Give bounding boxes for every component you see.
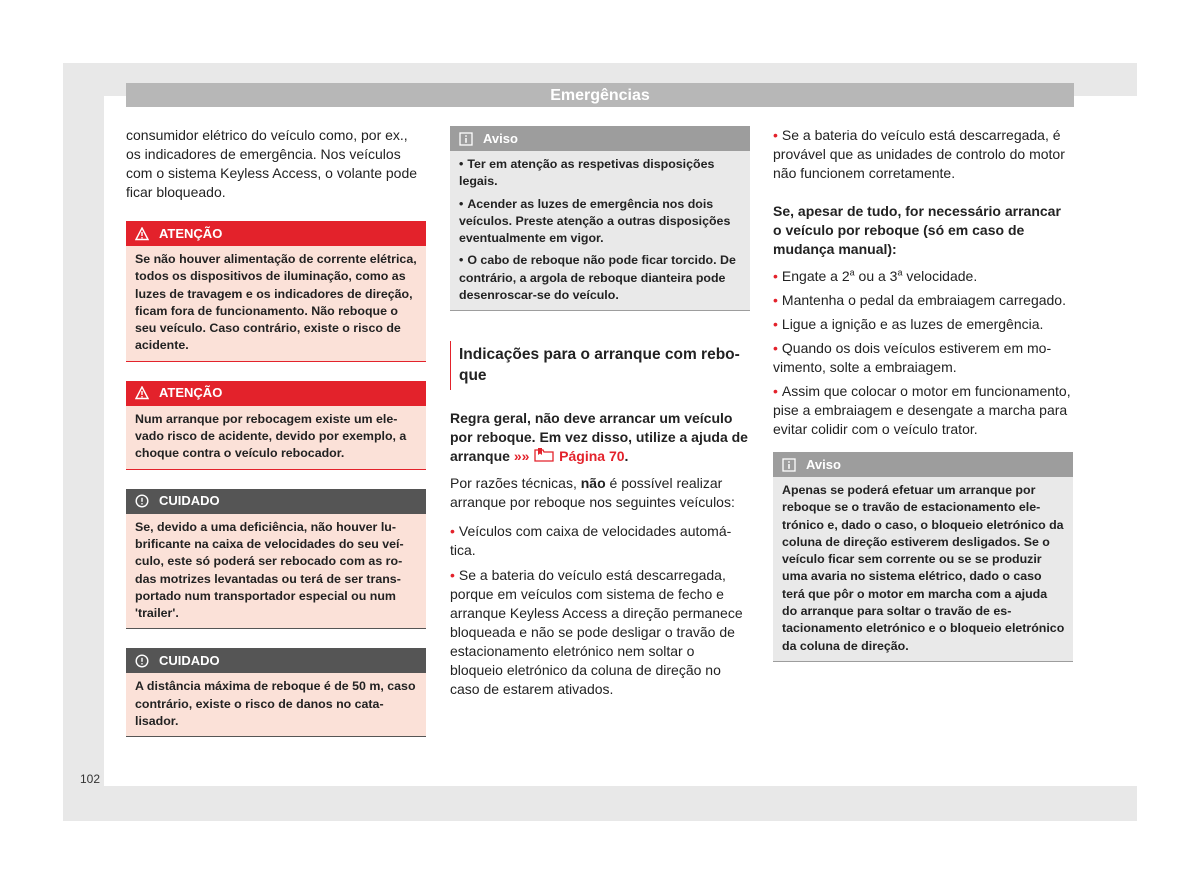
column-right xyxy=(773,126,1073,681)
list-item: • Assim que colocar o motor em funcionamento, pise a embraiagem e desengate a marcha para evitar colidir com o veículo trator. xyxy=(773,383,1071,437)
bullet-icon: • xyxy=(459,253,464,268)
exclamation-circle-icon xyxy=(135,494,149,508)
note-box xyxy=(450,126,750,311)
caution-label: CUIDADO xyxy=(159,652,220,668)
list-item: • Se a bateria do veículo está descarregada, é provável que as unidades de controlo do motor não funcionem corretamente. xyxy=(773,127,1065,181)
warning-triangle-icon xyxy=(135,227,149,241)
bullet-icon: • xyxy=(450,567,455,584)
note-label: Aviso xyxy=(806,456,841,472)
section-heading: Indicações para o arranque com reboque xyxy=(450,341,750,390)
warning-box-1 xyxy=(126,221,426,362)
caution-box-1 xyxy=(126,489,426,630)
info-icon xyxy=(459,132,473,146)
intro-paragraph: consumidor elétrico do veículo como, por ex., os indicadores de emergência. Nos veículos com o sistema Keyless Access, o volante pode ficar bloqueado. xyxy=(126,127,418,200)
double-chevron-icon: »» xyxy=(513,448,530,465)
caution-text: Se, devido a uma deficiência, não houver lubrificante na caixa de velocidades do seu veículo, este só poderá ser rebocado com as rodas motrizes levantadas ou terá de ser transportado num transportador especial ou num 'trailer'. xyxy=(126,514,426,630)
list-item: • Engate a 2$^a$ ou a 3$^a$ velocidade. xyxy=(773,267,978,284)
bullet-icon: • xyxy=(459,157,464,171)
caution-text: A distância máxima de reboque é de 50 m, caso contrário, existe o risco de danos no catalisador. xyxy=(126,673,426,737)
warning-header xyxy=(126,221,426,246)
page-reference-link[interactable]: »» Página 70 xyxy=(513,448,625,465)
warning-label: ATENÇÃO xyxy=(159,385,223,401)
book-reference-icon xyxy=(533,447,555,463)
warning-box-2 xyxy=(126,381,426,470)
bullet-icon: • xyxy=(450,523,455,540)
list-item: • Quando os dois veículos estiverem em movimento, solte a embraiagem. xyxy=(773,340,1052,375)
bullet-icon: • xyxy=(773,268,778,284)
column-middle xyxy=(450,126,750,699)
note-header xyxy=(773,452,1073,477)
warning-label: ATENÇÃO xyxy=(159,225,223,241)
bullet-icon: • xyxy=(773,292,778,308)
note-label: Aviso xyxy=(483,130,518,146)
subheading: Se, apesar de tudo, for necessário arrancar o veículo por reboque (só em caso de mudança manual): xyxy=(773,203,1061,257)
note-item: • Acender as luzes de emergência nos dois veículos. Preste atenção a outras disposições eventualmente em vigor. xyxy=(459,196,731,246)
chapter-header: Emergências xyxy=(126,83,1074,107)
bullet-icon: • xyxy=(459,196,464,211)
caution-header xyxy=(126,489,426,514)
page-number: 102 xyxy=(80,772,101,786)
list-item: • Mantenha o pedal da embraiagem carregado. xyxy=(773,292,1066,308)
note-item: • O cabo de reboque não pode ficar torcido. De contrário, a argola de reboque dianteira pode desenroscar-se do veículo. xyxy=(459,253,736,303)
warning-triangle-icon xyxy=(135,386,149,400)
warning-header xyxy=(126,381,426,406)
list-item: • Ligue a ignição e as luzes de emergência. xyxy=(773,316,1044,332)
info-icon xyxy=(782,458,796,472)
reason-paragraph: Por razões técnicas, não é possível realizar arranque por reboque nos seguintes veículos: xyxy=(450,475,735,511)
note-body xyxy=(450,151,750,311)
list-item: • Se a bateria do veículo está descarregada, porque em veículos com sistema de fecho e arranque Keyless Access a direção permanece bloqueada e não se pode desligar o travão de estacionamento eletrónico nem soltar o bloqueio eletrónico da coluna de direção no caso de estarem ativados. xyxy=(450,567,743,698)
caution-header xyxy=(126,648,426,673)
note-box xyxy=(773,452,1073,662)
column-left xyxy=(126,126,426,756)
exclamation-circle-icon xyxy=(135,654,149,668)
list-item: • Veículos com caixa de velocidades automática. xyxy=(450,523,732,559)
caution-box-2 xyxy=(126,648,426,737)
warning-text: Num arranque por rebocagem existe um elevado risco de acidente, devido por exemplo, a choque contra o veículo rebocador. xyxy=(126,406,426,470)
bullet-icon: • xyxy=(773,316,778,332)
note-item: • Ter em atenção as respetivas disposições legais. xyxy=(459,157,715,189)
note-text: Apenas se poderá efetuar um arranque por reboque se o travão de estacionamento eletrónico e, dado o caso, o bloqueio eletrónico da coluna de direção estiverem desligados. Se o veículo ficar sem corrente ou se se produzir uma avaria no sistema elétrico, dado o caso terá que pôr o motor em marcha com a ajuda do arranque para soltar o travão de estacionamento eletrónico e o bloqueio eletrónico da coluna de direção. xyxy=(773,477,1073,662)
caution-label: CUIDADO xyxy=(159,493,220,509)
bullet-icon: • xyxy=(773,340,778,356)
warning-text: Se não houver alimentação de corrente elétrica, todos os dispositivos de iluminação, como as luzes de travagem e os indicadores de direção, ficam fora de funcionamento. Não reboque o seu veículo. Caso contrário, existe o risco de acidente. xyxy=(126,246,426,362)
bullet-icon: • xyxy=(773,127,778,143)
bullet-icon: • xyxy=(773,383,778,399)
lead-paragraph: Regra geral, não deve arrancar um veículo por reboque. Em vez disso, utilize a ajuda de arranque »» Página 70. xyxy=(450,410,748,465)
note-header xyxy=(450,126,750,151)
